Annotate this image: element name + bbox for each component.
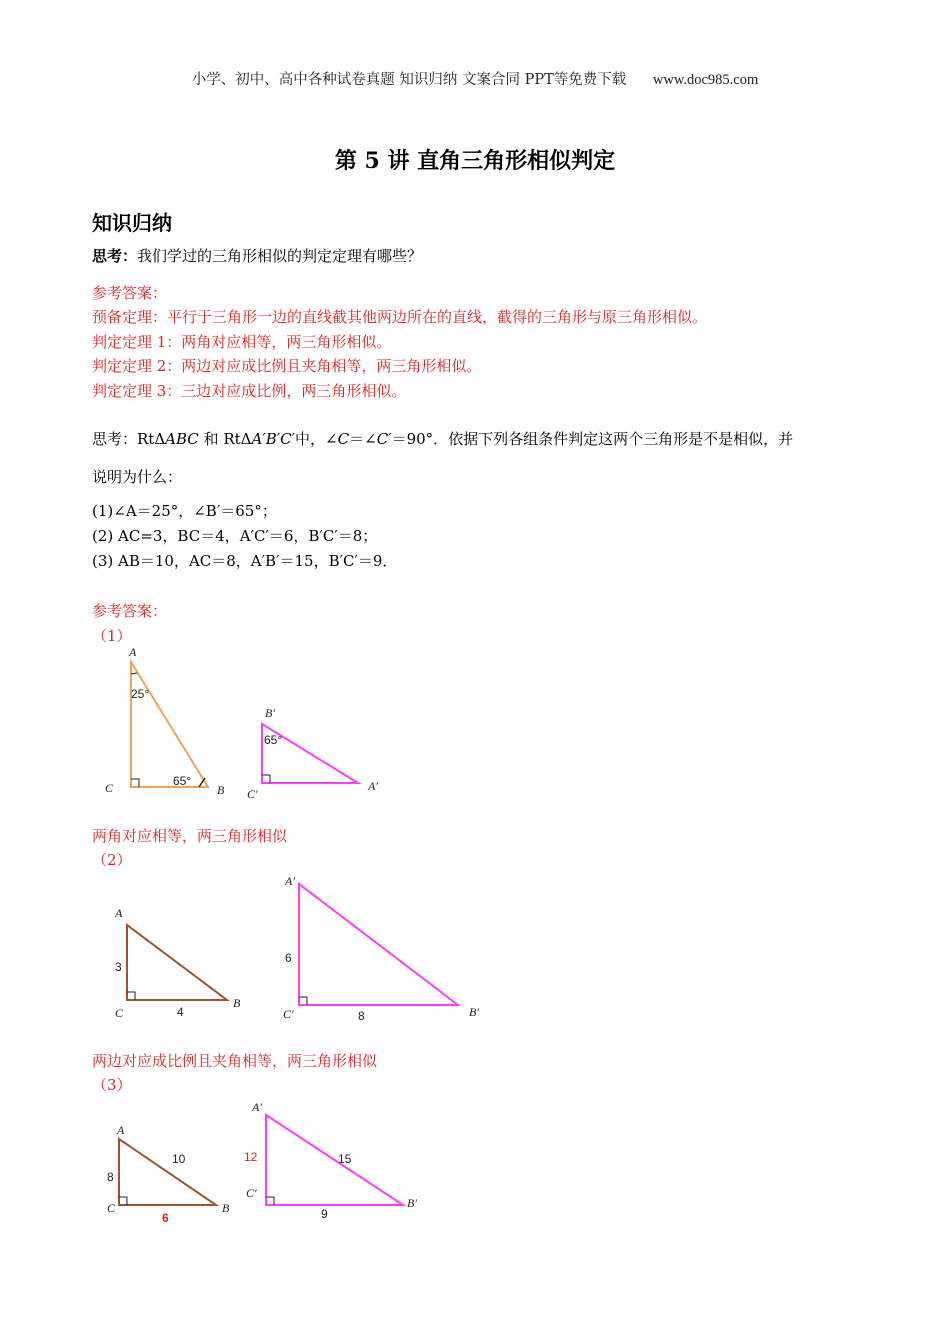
condition-line: (3) AB＝10，AC＝8，A′B′＝15，B′C′＝9． [92, 552, 398, 570]
side-ac-label: 3 [115, 960, 122, 974]
side-bc-prime-label: 9 [321, 1207, 328, 1221]
side-ac-prime-label: 6 [285, 951, 292, 965]
page-header [0, 68, 950, 89]
condition-line: (2) AC=3，BC＝4，A′C′＝6，B′C′＝8； [92, 527, 378, 545]
vertex-a-prime: A′ [285, 874, 295, 888]
think-text: 我们学过的三角形相似的判定定理有哪些？ [137, 247, 423, 265]
vertex-c-prime: C′ [247, 787, 258, 801]
think-label: 思考： [92, 247, 138, 265]
part-label: （2） [92, 851, 132, 869]
header-site[interactable]: www.doc985.com [652, 72, 759, 88]
part-label: （3） [92, 1076, 132, 1094]
vertex-a: A [129, 645, 137, 659]
triangle-abc-2 [247, 706, 378, 801]
vertex-b-prime: B′ [407, 1196, 417, 1210]
vertex-c: C [105, 781, 114, 795]
figure-part-3 [100, 1095, 440, 1230]
vertex-b: B [222, 1201, 230, 1215]
vertex-c: C [107, 1201, 116, 1215]
side-bc-label: 6 [162, 1211, 169, 1225]
section-title: 知识归纳 [92, 211, 172, 235]
theorem-line: 判定定理 1：两角对应相等，两三角形相似。 [92, 333, 392, 351]
side-bc-label: 4 [177, 1005, 184, 1019]
side-ac-label: 8 [107, 1170, 114, 1184]
angle-a-label: 25° [131, 687, 150, 701]
conclusion-2: 两边对应成比例且夹角相等，两三角形相似 [92, 1052, 378, 1070]
side-ac-prime-label: 12 [244, 1150, 258, 1164]
header-text: 小学、初中、高中各种试卷真题 知识归纳 文案合同 PPT等免费下载 [191, 72, 627, 88]
figure-part-2 [105, 870, 505, 1030]
figure-part-1 [95, 640, 395, 810]
vertex-a: A [117, 1123, 125, 1137]
vertex-a-prime: A′ [252, 1100, 262, 1114]
page-title: 第 5 讲 直角三角形相似判定 [334, 148, 616, 174]
vertex-a-prime: A′ [368, 779, 378, 793]
vertex-b-prime: B′ [469, 1005, 479, 1019]
angle-b-label: 65° [173, 774, 192, 788]
triangle-abc-1 [107, 1123, 230, 1225]
theorem-line: 预备定理：平行于三角形一边的直线截其他两边所在的直线，截得的三角形与原三角形相似。 [92, 308, 708, 326]
vertex-c-prime: C′ [246, 1186, 257, 1200]
triangle-abc-1 [105, 645, 225, 797]
vertex-a: A [115, 906, 123, 920]
answer-label-1: 参考答案： [92, 284, 168, 302]
vertex-c-prime: C′ [283, 1007, 294, 1021]
side-bc-prime-label: 8 [358, 1009, 365, 1023]
conclusion-1: 两角对应相等，两三角形相似 [92, 827, 288, 845]
think-question-1 [92, 245, 422, 266]
condition-line: (1)∠A＝25°，∠B′＝65°； [92, 502, 277, 520]
vertex-b: B [217, 783, 225, 797]
angle-b-prime-label: 65° [264, 733, 283, 747]
triangle-abc-1 [114, 906, 241, 1020]
answer-label-2: 参考答案： [92, 602, 168, 620]
side-ab-prime-label: 15 [338, 1152, 352, 1166]
side-ab-label: 10 [172, 1152, 186, 1166]
think-question-2: 思考：RtΔABC 和 RtΔA′B′C′中，∠C＝∠C′＝90°．依据下列各组条件判定这两个三角形是不是相似，并 [92, 430, 794, 448]
think-question-2-cont: 说明为什么： [92, 468, 183, 486]
triangle-abc-2 [283, 874, 479, 1023]
vertex-b: B [233, 996, 241, 1010]
vertex-c: C [115, 1006, 124, 1020]
triangle-abc-2 [244, 1100, 417, 1221]
part-label: （1） [92, 627, 132, 645]
vertex-b-prime: B′ [265, 706, 275, 720]
theorem-line: 判定定理 3：三边对应成比例，两三角形相似。 [92, 382, 407, 400]
theorem-line: 判定定理 2：两边对应成比例且夹角相等，两三角形相似。 [92, 357, 482, 375]
